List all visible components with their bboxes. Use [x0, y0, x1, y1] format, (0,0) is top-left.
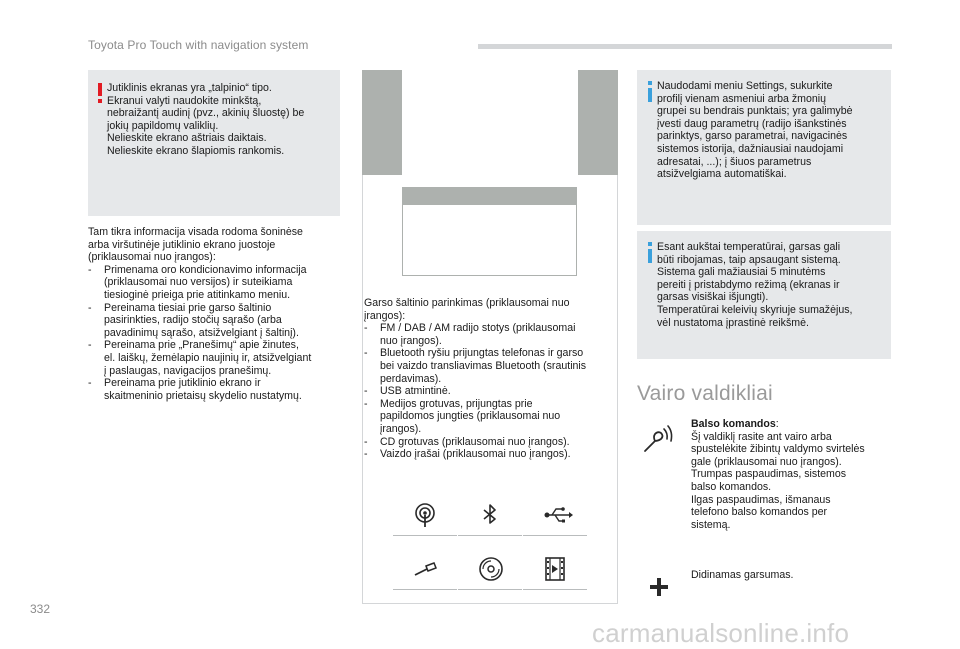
warning-note-text: Jutiklinis ekranas yra „talpinio“ tipo. Ekranui valyti naudokite minkštą, nebraižantį audinį (pvz., akinių šluostę) be jokių papildomų valiklių. Nelieskite ekrano aštriais daiktais. Nelieskite ekrano šlapiomis rankomis. — [107, 82, 305, 157]
list-item: - CD grotuvas (priklausomai nuo įrangos). — [364, 435, 570, 448]
audio-source-icons — [362, 470, 618, 604]
volume-up-text: Didinamas garsumas. — [691, 569, 794, 581]
voice-command-label: Balso komandos — [691, 418, 776, 430]
aux-jack-icon — [393, 550, 457, 590]
watermark: carmanualsonline.info — [592, 618, 850, 648]
info-note-settings — [637, 70, 891, 225]
list-item: - USB atmintinė. — [364, 385, 451, 398]
info-note-temperature-text: Esant aukštai temperatūrai, garsas gali būti ribojamas, taip apsaugant sistemą. Sistema gali mažiausiai 5 minutėms pereiti į pristabdymo režimą (ekranas ir garsas visiškai išjungti). Temperatūrai keleivių skyriuje sumažėjus, vėl nustatoma įprastinė reikšmė. — [657, 241, 853, 329]
list-item: - Pereinama prie jutiklinio ekrano ir skaitmeninio prietaisų skydelio nustatymų. — [88, 377, 302, 402]
list-item: - Bluetooth ryšiu prijungtas telefonas ir garso bei vaizdo transliavimas Bluetooth (srautinis perdavimas). — [364, 347, 587, 385]
video-icon — [523, 550, 587, 590]
warning-note — [88, 70, 340, 216]
warning-exclamation-icon — [98, 83, 102, 103]
header-bar — [478, 44, 892, 49]
info-note-temperature — [637, 231, 891, 359]
info-icon — [648, 81, 652, 102]
bluetooth-icon — [458, 496, 522, 536]
list-item: - Primenama oro kondicionavimo informacija (priklausomai nuo versijos) ir suteikiama tiesioginė prieiga prie atitinkamo meniu. — [88, 263, 307, 301]
list-item: - Pereinama prie „Pranešimų“ apie žinutes, el. laiškų, žemėlapio naujinių ir, atsižvelgiant į paslaugas, navigacijos pranešimų. — [88, 339, 312, 377]
section-title: Vairo valdikliai — [637, 382, 773, 405]
list-item: - Vaizdo įrašai (priklausomai nuo įrangos). — [364, 448, 571, 461]
left-column-text: Tam tikra informacija visada rodoma šoninėse arba viršutinėje jutiklinio ekrano juostoje (priklausomai nuo įrangos): - Primenama oro kondicionavimo informacija (priklausomai nuo versijos) ir suteikiama tiesioginė prieiga prie atitinkamo meniu. - Pereinama tiesiai prie garso šaltinio pasirinkties, radijo stočių sąrašo (arba pavadinimų sąrašo, atsižvelgiant į šaltinį). - Pereinama prie „Pranešimų“ apie žinutes, el. laiškų, žemėlapio naujinių ir, atsižvelgiant į paslaugas, navigacijos pranešimų. - Pereinama prie jutiklinio ekrano ir skaitmeninio prietaisų skydelio nustatymų. — [88, 226, 312, 402]
info-icon — [648, 242, 652, 263]
voice-command-icon — [642, 424, 676, 459]
screen-content-area — [402, 70, 578, 175]
list-item: - Medijos grotuvas, prijungtas prie papildomos jungties (priklausomai nuo įrangos). — [364, 397, 561, 435]
list-item: - Pereinama tiesiai prie garso šaltinio pasirinkties, radijo stočių sąrašo (arba pavadinimų sąrašo, atsižvelgiant į šaltinį). — [88, 301, 299, 339]
header-title: Toyota Pro Touch with navigation system — [88, 38, 309, 52]
screen-top-bar — [403, 188, 576, 205]
usb-icon — [523, 496, 587, 536]
list-item: - FM / DAB / AM radijo stotys (priklausomai nuo įrangos). — [364, 322, 576, 347]
voice-command-text: Balso komandos: Šį valdiklį rasite ant vairo arba spustelėkite žibintų valdymo svirtelės gale (priklausomai nuo įrangos). Trumpas paspaudimas, sistemos balso komandos. Ilgas paspaudimas, išmanaus telefono balso komandos per sistemą. — [691, 418, 865, 531]
cd-icon — [458, 550, 522, 590]
screen-top-bar-illustration — [402, 187, 577, 276]
middle-column-text: Garso šaltinio parinkimas (priklausomai nuo įrangos): - FM / DAB / AM radijo stotys (priklausomai nuo įrangos). - Bluetooth ryšiu prijungtas telefonas ir garso bei vaizdo transliavimas Bluetooth (srautinis perdavimas). - USB atmintinė. - Medijos grotuvas, prijungtas prie papildomos jungties (priklausomai nuo įrangos). - CD grotuvas (priklausomai nuo įrangos). - Vaizdo įrašai (priklausomai nuo įrangos). — [364, 297, 587, 461]
plus-icon — [650, 578, 668, 601]
page-number: 332 — [30, 602, 51, 616]
radio-icon — [393, 496, 457, 536]
info-note-settings-text: Naudodami meniu Settings, sukurkite profilį vienam asmeniui arba žmonių grupei su bendrais punktais; yra galimybė įvesti daug parametrų (radijo išankstinės parinktys, garso parametrai, navigacinės sistemos istorija, dažniausiai naudojami adresatai, ...); į šiuos parametrus atsižvelgiama automatiškai. — [657, 80, 853, 181]
